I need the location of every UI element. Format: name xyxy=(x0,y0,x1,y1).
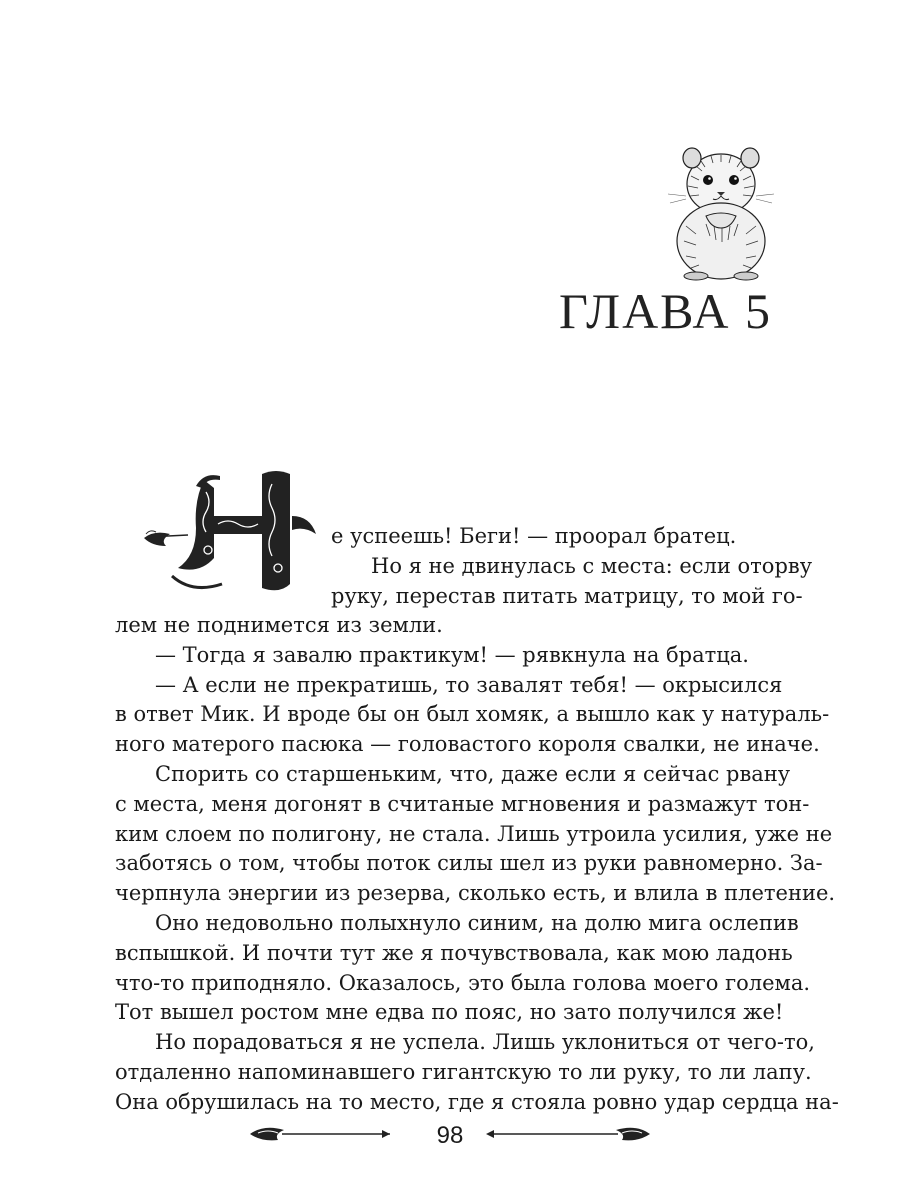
first-paragraph-lines xyxy=(331,522,813,611)
text-line: Оно недовольно полыхнуло синим, на долю мига ослепив xyxy=(155,910,799,935)
text-line: Она обрушилась на то место, где я стояла ровно удар сердца на- xyxy=(115,1089,839,1114)
chapter-title: ГЛАВА 5 xyxy=(559,283,772,339)
text-line: Но порадоваться я не успела. Лишь уклониться от чего-то, xyxy=(155,1030,815,1055)
page-footer xyxy=(0,1118,900,1158)
page-number: 98 xyxy=(436,1122,464,1149)
text-line: отдаленно напоминавшего гигантскую то ли руку, то ли лапу. xyxy=(115,1059,812,1084)
drop-cap xyxy=(142,456,332,596)
text-line: в ответ Мик. И вроде бы он был хомяк, а вышло как у натураль- xyxy=(115,702,830,727)
hamster-illustration xyxy=(666,136,776,281)
text-line: что-то приподняло. Оказалось, это была голова моего голема. xyxy=(115,970,811,995)
text-line: Тот вышел ростом мне едва по пояс, но зато получился же! xyxy=(115,1000,784,1025)
body-text xyxy=(115,611,839,1118)
text-line: лем не поднимется из земли. xyxy=(115,613,443,637)
text-line: е успеешь! Беги! — проорал братец. xyxy=(331,524,737,548)
text-line: ким слоем по полигону, не стала. Лишь утроила усилия, уже не xyxy=(115,821,833,846)
text-line: черпнула энергии из резерва, сколько есть, и влила в плетение. xyxy=(115,881,836,906)
drop-cap-letter: Н xyxy=(257,587,259,589)
text-line: Спорить со старшеньким, что, даже если я сейчас рвану xyxy=(155,761,791,786)
text-line: ного матерого пасюка — головастого короля свалки, не иначе. xyxy=(115,732,820,757)
text-line: с места, меня догонят в считаные мгновения и размажут тон- xyxy=(115,791,810,816)
text-line: вспышкой. И почти тут же я почувствовала, как мою ладонь xyxy=(115,940,793,965)
text-line: — Тогда я завалю практикум! — рявкнула на братца. xyxy=(155,642,749,667)
text-line: заботясь о том, чтобы поток силы шел из руки равномерно. За- xyxy=(115,851,823,876)
text-line: руку, перестав питать матрицу, то мой го- xyxy=(331,583,803,608)
flourish-left xyxy=(142,456,332,596)
text-line: — А если не прекратишь, то завалят тебя! — окрысился xyxy=(155,672,783,697)
text-line: Но я не двинулась с места: если оторву xyxy=(371,553,813,578)
